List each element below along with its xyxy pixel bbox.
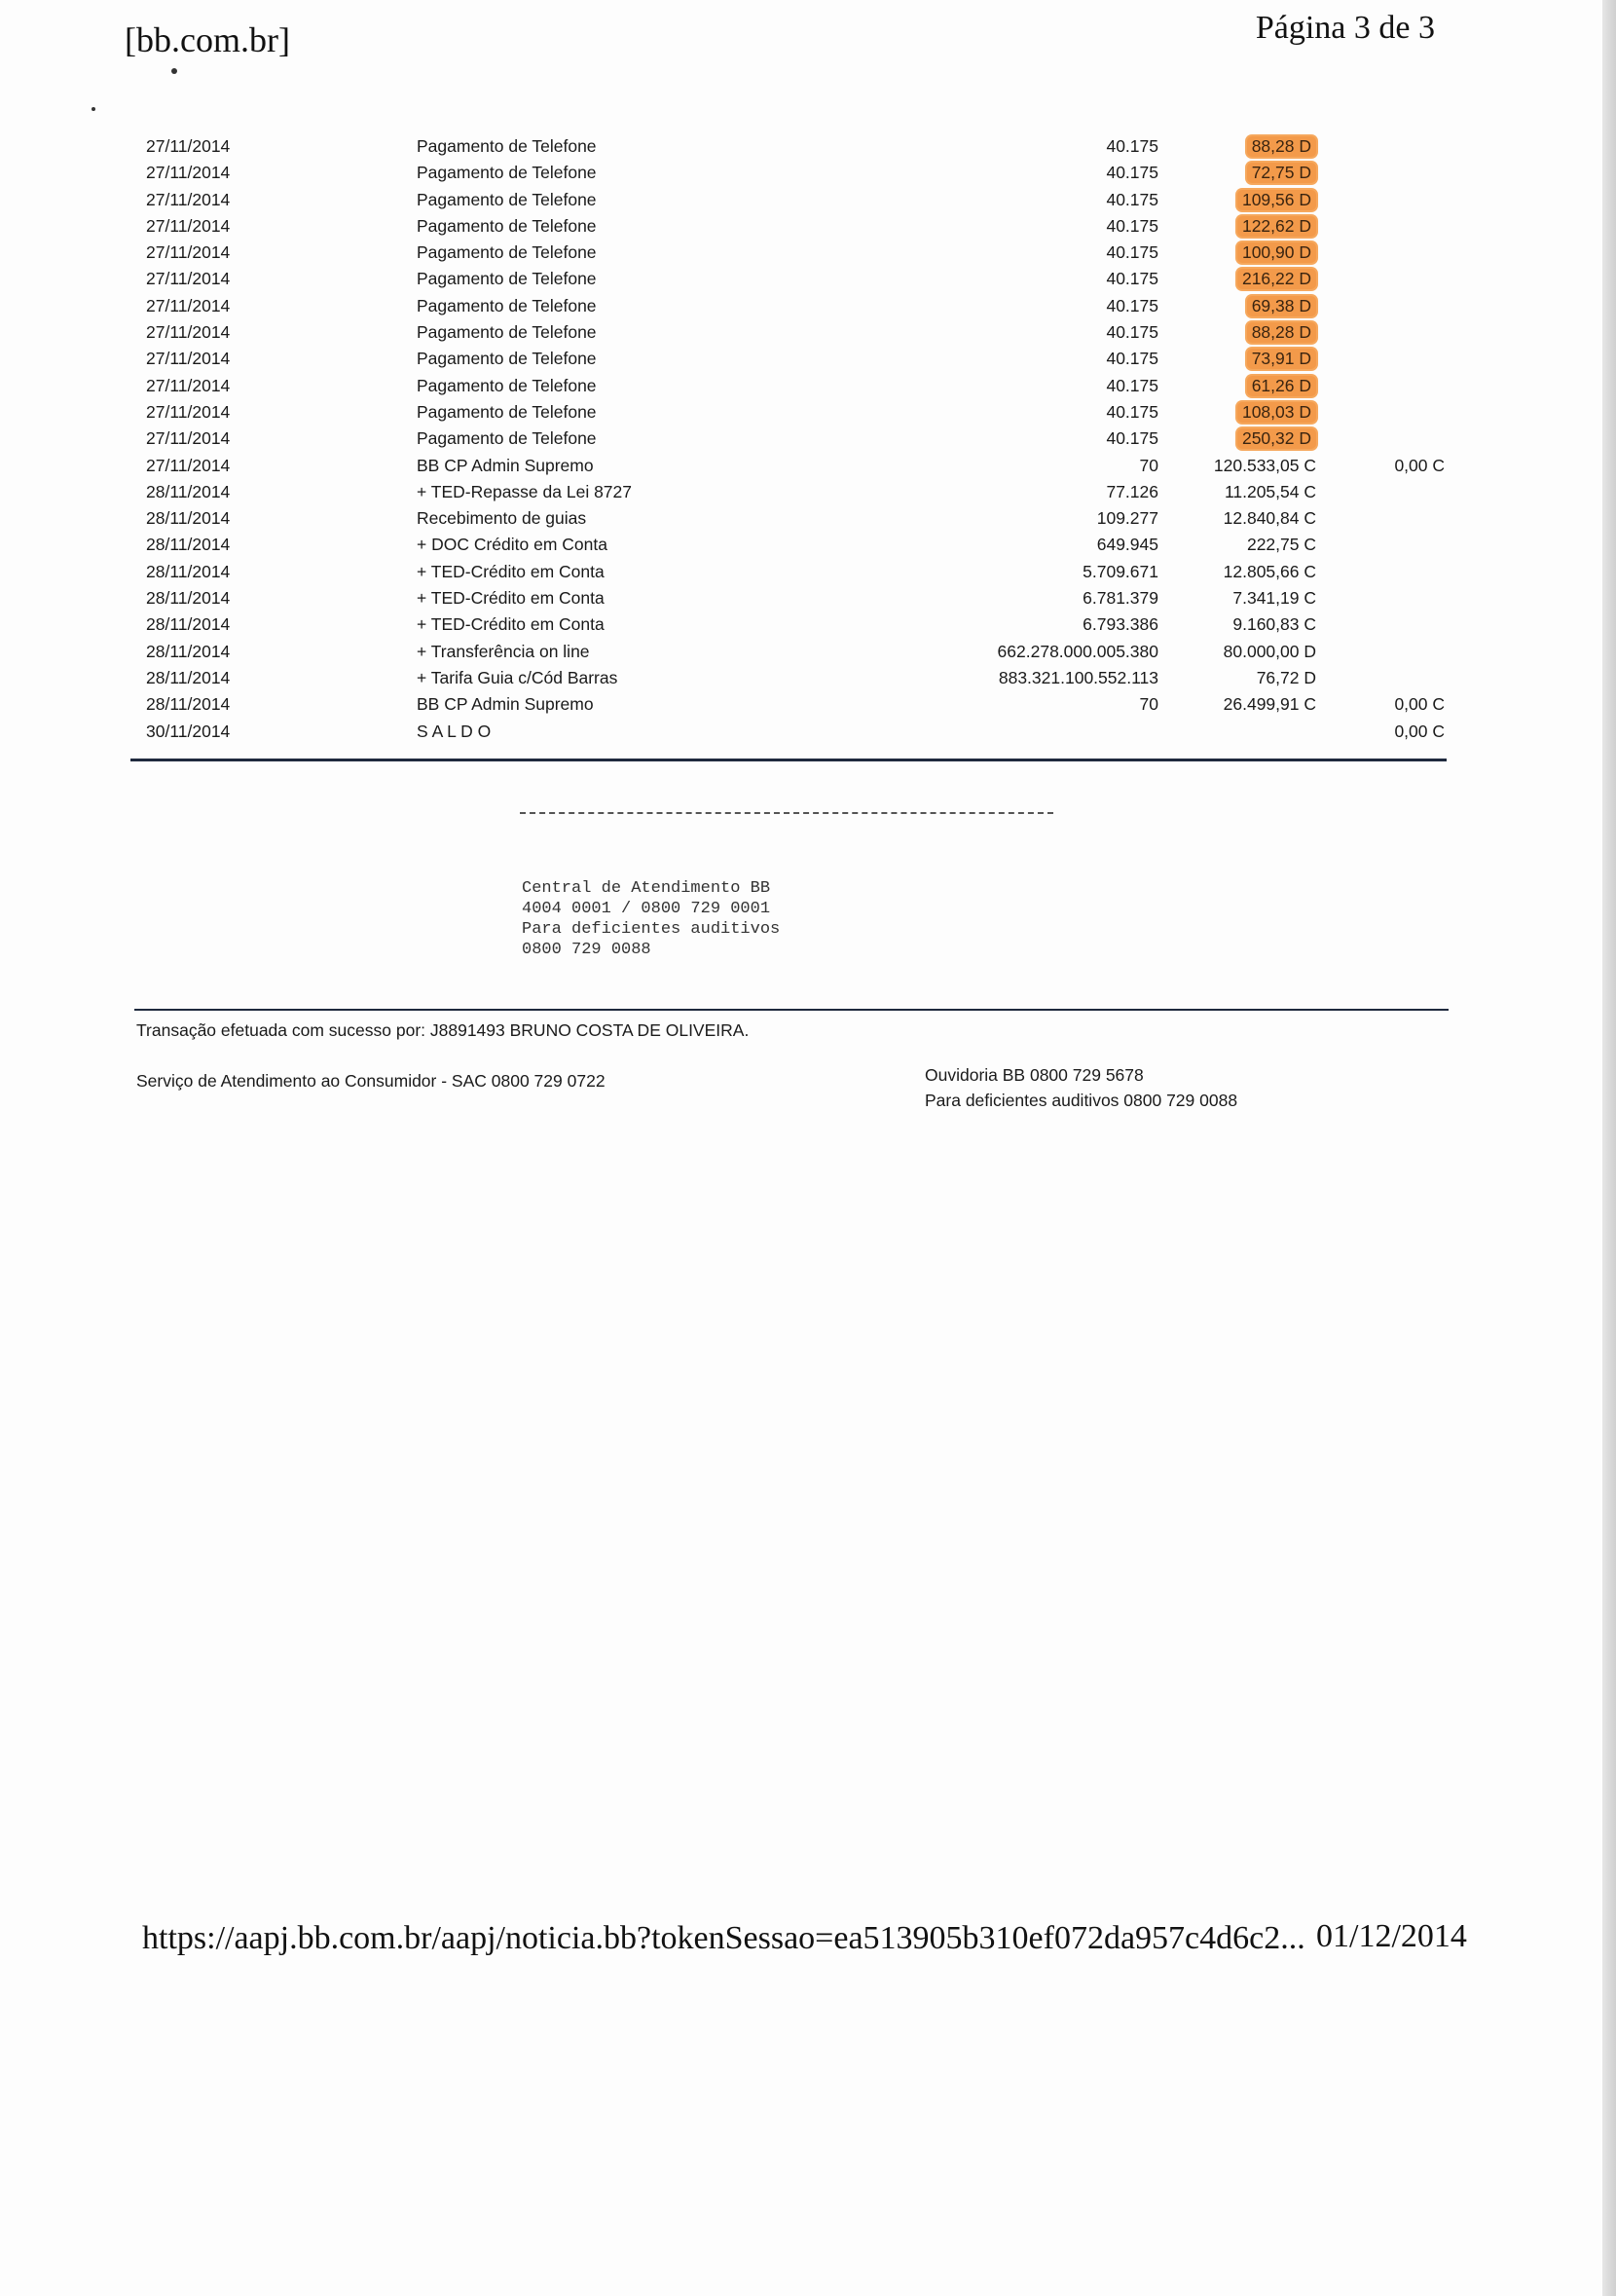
table-row — [136, 690, 1445, 717]
date-cell: 27/11/2014 — [146, 136, 231, 156]
value-cell: 120.533,05 C — [1213, 455, 1316, 475]
value-cell: 88,28 D — [1247, 322, 1316, 343]
transactions-table — [136, 132, 1445, 744]
balance-cell: 0,00 C — [1394, 455, 1445, 475]
site-label: [bb.com.br] — [125, 20, 290, 59]
table-row — [136, 212, 1441, 239]
document-cell: 40.175 — [1106, 401, 1158, 422]
value-cell: 108,03 D — [1237, 402, 1316, 423]
history-cell: Recebimento de guias — [417, 508, 587, 529]
print-date: 01/12/2014 — [1316, 1918, 1467, 1954]
history-cell: + TED-Crédito em Conta — [417, 561, 605, 581]
history-cell: Pagamento de Telefone — [417, 136, 597, 156]
table-row — [136, 531, 1441, 557]
value-cell: 12.805,66 C — [1223, 561, 1316, 581]
history-cell: Pagamento de Telefone — [417, 375, 597, 395]
history-cell: Pagamento de Telefone — [417, 163, 597, 183]
table-row — [136, 638, 1441, 664]
date-cell: 27/11/2014 — [146, 455, 231, 475]
table-row — [136, 478, 1441, 504]
value-cell: 7.341,19 C — [1232, 588, 1316, 609]
history-cell: S A L D O — [417, 721, 492, 741]
table-row — [136, 318, 1441, 345]
document-cell: 649.945 — [1096, 535, 1158, 555]
document-cell: 883.321.100.552.113 — [998, 667, 1158, 687]
date-cell: 28/11/2014 — [146, 614, 231, 635]
table-row — [136, 159, 1441, 185]
document-cell: 6.781.379 — [1083, 588, 1158, 609]
history-cell: Pagamento de Telefone — [417, 242, 597, 263]
document-cell: 40.175 — [1106, 349, 1158, 369]
date-cell: 28/11/2014 — [146, 508, 231, 529]
date-cell: 28/11/2014 — [146, 641, 231, 661]
value-cell: 69,38 D — [1247, 296, 1316, 316]
value-cell: 80.000,00 D — [1223, 641, 1316, 661]
history-cell: Pagamento de Telefone — [417, 215, 597, 236]
date-cell: 28/11/2014 — [146, 481, 231, 501]
balance-cell: 0,00 C — [1394, 694, 1445, 715]
history-cell: + DOC Crédito em Conta — [417, 535, 607, 555]
sac-line: Serviço de Atendimento ao Consumidor - SAC 0800 729 0722 — [136, 1071, 606, 1091]
table-row — [136, 372, 1441, 398]
document-cell: 40.175 — [1106, 242, 1158, 263]
transaction-note: Transação efetuada com sucesso por: J8891493 BRUNO COSTA DE OLIVEIRA. — [136, 1020, 750, 1040]
value-cell: 222,75 C — [1246, 535, 1316, 555]
table-row — [136, 345, 1441, 371]
date-cell: 27/11/2014 — [146, 428, 231, 449]
history-cell: Pagamento de Telefone — [417, 269, 597, 289]
date-cell: 28/11/2014 — [146, 535, 231, 555]
date-cell: 27/11/2014 — [146, 401, 231, 422]
history-cell: BB CP Admin Supremo — [417, 694, 594, 715]
date-cell: 27/11/2014 — [146, 189, 231, 209]
table-row — [136, 611, 1441, 637]
history-cell: + TED-Repasse da Lei 8727 — [417, 481, 632, 501]
date-cell: 30/11/2014 — [146, 721, 231, 741]
value-cell: 26.499,91 C — [1223, 694, 1316, 715]
table-row — [136, 265, 1441, 291]
table-row — [136, 186, 1441, 212]
ouvidoria-line: Ouvidoria BB 0800 729 5678 — [925, 1065, 1144, 1085]
document-cell: 6.793.386 — [1083, 614, 1158, 635]
value-cell: 88,28 D — [1247, 136, 1316, 157]
history-cell: Pagamento de Telefone — [417, 322, 597, 343]
date-cell: 28/11/2014 — [146, 561, 231, 581]
date-cell: 27/11/2014 — [146, 322, 231, 343]
history-cell: Pagamento de Telefone — [417, 349, 597, 369]
table-row — [136, 718, 1445, 744]
history-cell: Pagamento de Telefone — [417, 401, 597, 422]
date-cell: 27/11/2014 — [146, 242, 231, 263]
divider — [130, 759, 1447, 761]
scan-speck — [171, 68, 177, 74]
value-cell: 76,72 D — [1256, 667, 1316, 687]
document-cell: 662.278.000.005.380 — [997, 641, 1158, 661]
value-cell: 73,91 D — [1247, 349, 1316, 369]
central-line: 4004 0001 / 0800 729 0001 — [522, 900, 771, 918]
table-row — [136, 584, 1441, 611]
date-cell: 27/11/2014 — [146, 215, 231, 236]
document-cell: 40.175 — [1106, 215, 1158, 236]
central-line: Central de Atendimento BB — [522, 879, 771, 898]
document-cell: 70 — [1139, 694, 1158, 715]
dashed-separator — [520, 812, 1053, 814]
value-cell: 250,32 D — [1237, 428, 1316, 449]
deaf-line: Para deficientes auditivos 0800 729 0088 — [925, 1091, 1238, 1110]
document-cell: 77.126 — [1106, 481, 1158, 501]
document-cell: 40.175 — [1106, 269, 1158, 289]
date-cell: 27/11/2014 — [146, 269, 231, 289]
table-row — [136, 504, 1441, 531]
divider — [134, 1009, 1449, 1011]
scan-page-edge — [1602, 0, 1616, 2296]
value-cell: 216,22 D — [1237, 269, 1316, 289]
history-cell: + TED-Crédito em Conta — [417, 614, 605, 635]
balance-cell: 0,00 C — [1394, 721, 1445, 741]
table-row — [136, 239, 1441, 265]
history-cell: + TED-Crédito em Conta — [417, 588, 605, 609]
date-cell: 27/11/2014 — [146, 349, 231, 369]
value-cell: 122,62 D — [1237, 216, 1316, 237]
date-cell: 27/11/2014 — [146, 375, 231, 395]
value-cell: 100,90 D — [1237, 242, 1316, 263]
document-cell: 40.175 — [1106, 295, 1158, 315]
document-cell: 40.175 — [1106, 163, 1158, 183]
table-row — [136, 292, 1441, 318]
date-cell: 28/11/2014 — [146, 667, 231, 687]
table-row — [136, 398, 1441, 425]
history-cell: Pagamento de Telefone — [417, 189, 597, 209]
scan-speck — [92, 107, 95, 111]
history-cell: + Transferência on line — [417, 641, 590, 661]
value-cell: 9.160,83 C — [1232, 614, 1316, 635]
central-atendimento-block — [522, 878, 780, 960]
table-row — [136, 452, 1445, 478]
date-cell: 28/11/2014 — [146, 694, 231, 715]
document-cell: 40.175 — [1106, 428, 1158, 449]
value-cell: 11.205,54 C — [1224, 481, 1316, 501]
document-cell: 40.175 — [1106, 322, 1158, 343]
document-cell: 109.277 — [1096, 508, 1158, 529]
document-cell: 40.175 — [1106, 375, 1158, 395]
document-cell: 70 — [1139, 455, 1158, 475]
history-cell: Pagamento de Telefone — [417, 295, 597, 315]
history-cell: Pagamento de Telefone — [417, 428, 597, 449]
value-cell: 12.840,84 C — [1223, 508, 1316, 529]
history-cell: + Tarifa Guia c/Cód Barras — [417, 667, 618, 687]
table-row — [136, 664, 1441, 690]
date-cell: 27/11/2014 — [146, 163, 231, 183]
document-cell: 5.709.671 — [1083, 561, 1158, 581]
history-cell: BB CP Admin Supremo — [417, 455, 594, 475]
page-number: Página 3 de 3 — [1255, 10, 1435, 46]
table-row — [136, 132, 1441, 159]
document-cell: 40.175 — [1106, 136, 1158, 156]
document-cell: 40.175 — [1106, 189, 1158, 209]
table-row — [136, 558, 1441, 584]
value-cell: 72,75 D — [1247, 163, 1316, 183]
value-cell: 109,56 D — [1237, 190, 1316, 210]
date-cell: 28/11/2014 — [146, 588, 231, 609]
print-url: https://aapj.bb.com.br/aapj/noticia.bb?tokenSessao=ea513905b310ef072da957c4d6c2... — [142, 1920, 1305, 1956]
value-cell: 61,26 D — [1247, 376, 1316, 396]
central-line: 0800 729 0088 — [522, 941, 651, 959]
date-cell: 27/11/2014 — [146, 295, 231, 315]
table-row — [136, 425, 1441, 451]
central-line: Para deficientes auditivos — [522, 920, 781, 939]
